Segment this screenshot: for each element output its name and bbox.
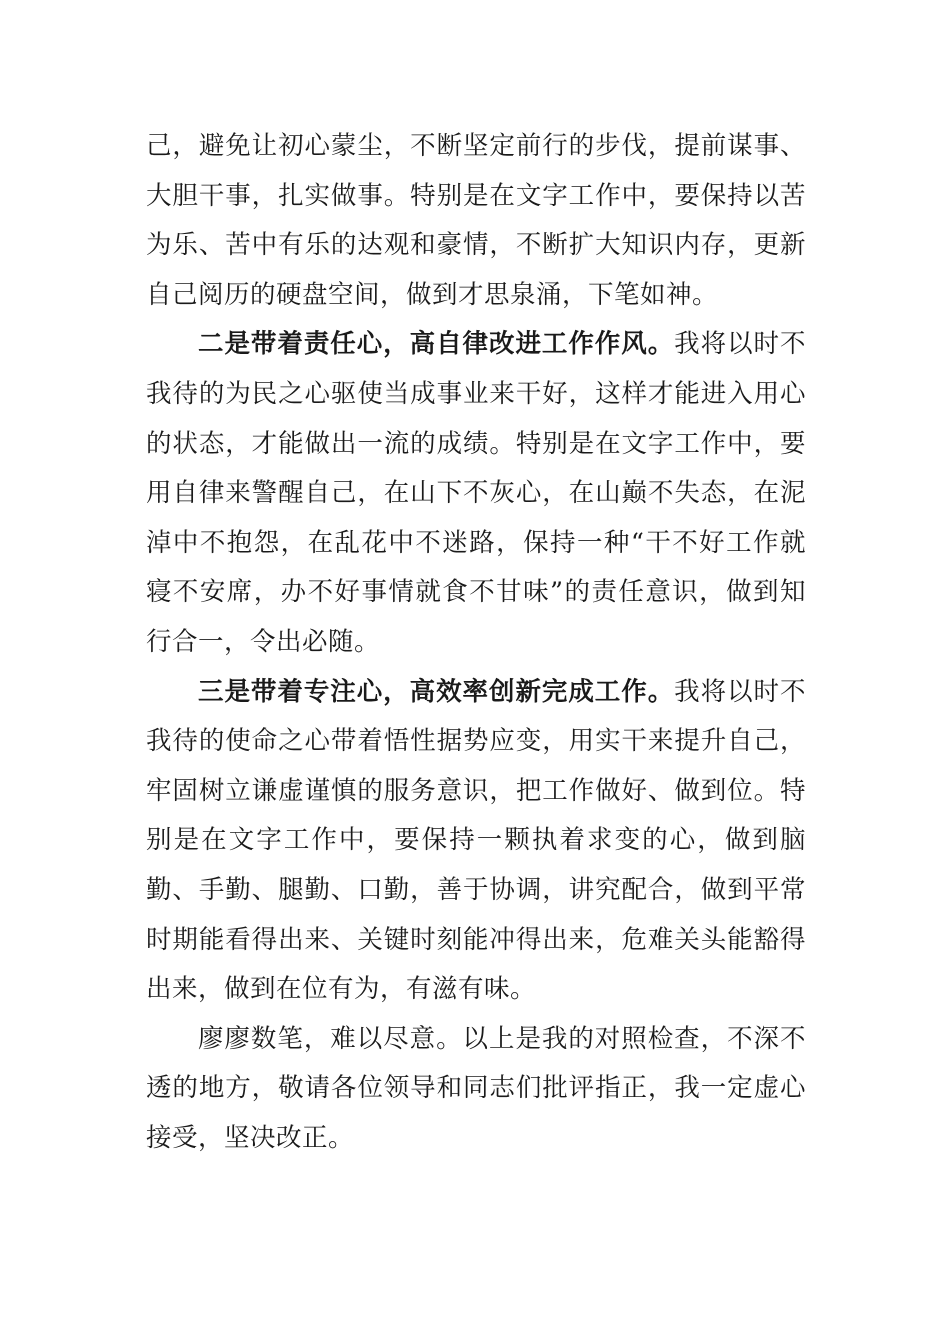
paragraph-responsibility xyxy=(146,320,806,667)
paragraph-text: 我将以时不我待的使命之心带着悟性据势应变，用实干来提升自己，牢固树立谦虚谨慎的服务意识，把工作做好、做到位。特别是在文字工作中，要保持一颗执着求变的心，做到脑勤、手勤、腿勤、口勤，善于协调，讲究配合，做到平常时期能看得出来、关键时刻能冲得出来，危难关头能豁得出来，做到在位有为，有滋有味。 xyxy=(146,676,806,1005)
paragraph-heading: 三是带着专注心，高效率创新完成工作。 xyxy=(198,676,675,707)
paragraph-text: 廖廖数笔，难以尽意。以上是我的对照检查，不深不透的地方，敬请各位领导和同志们批评指正，我一定虚心接受，坚决改正。 xyxy=(146,1023,806,1153)
paragraph-heading: 二是带着责任心，高自律改进工作作风。 xyxy=(198,329,675,360)
paragraph-closing xyxy=(146,1015,806,1164)
paragraph-focus xyxy=(146,668,806,1015)
document-page xyxy=(146,122,806,1163)
paragraph-text: 己，避免让初心蒙尘，不断坚定前行的步伐，提前谋事、大胆干事，扎实做事。特别是在文字工作中，要保持以苦为乐、苦中有乐的达观和豪情，不断扩大知识内存，更新自己阅历的硬盘空间，做到才思泉涌，下笔如神。 xyxy=(146,131,806,310)
paragraph-continuation xyxy=(146,122,806,320)
paragraph-text: 我将以时不我待的为民之心驱使当成事业来干好，这样才能进入用心的状态，才能做出一流的成绩。特别是在文字工作中，要用自律来警醒自己，在山下不灰心，在山巅不失态，在泥淖中不抱怨，在乱花中不迷路，保持一种“干不好工作就寝不安席，办不好事情就食不甘味”的责任意识，做到知行合一，令出必随。 xyxy=(146,329,806,657)
